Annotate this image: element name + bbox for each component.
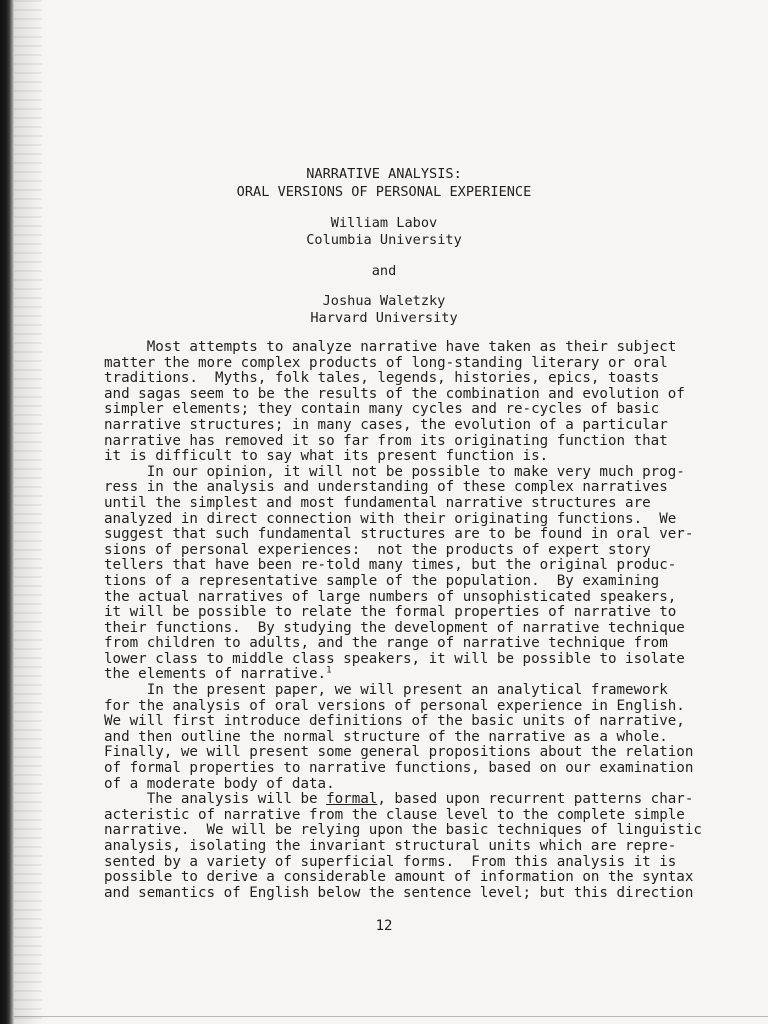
binding-edge [0, 0, 14, 1024]
text-line: and then outline the normal structure of the narrative as a whole. [104, 728, 668, 745]
text-line: for the analysis of oral versions of personal experience in English. [104, 697, 685, 714]
text-line: the actual narratives of large numbers of unsophisticated speakers, [104, 588, 677, 605]
text-line-with-emphasis [104, 792, 744, 808]
page-number: 12 [375, 918, 393, 934]
text-line: and sagas seem to be the results of the combination and evolution of [104, 385, 685, 402]
text-line: simpler elements; they contain many cycles and re-cycles of basic [104, 401, 660, 418]
text-line: acteristic of narrative from the clause level to the complete simple [104, 806, 685, 823]
text-line: possible to derive a considerable amount of information on the syntax [104, 869, 694, 886]
text-line: tions of a representative sample of the population. By examining [104, 572, 660, 589]
text-line: of formal properties to narrative functions, based on our examination [104, 760, 694, 777]
binding-shadow [14, 0, 42, 1024]
text-line: narrative. We will be relying upon the basic techniques of linguistic [104, 822, 702, 839]
author-conjunction: and [371, 263, 397, 279]
text-line: lower class to middle class speakers, it will be possible to isolate [104, 650, 685, 667]
text-line-with-footnote [104, 667, 744, 683]
text-line: Most attempts to analyze narrative have taken as their subject [104, 339, 677, 355]
title-line-1: NARRATIVE ANALYSIS: [306, 166, 462, 182]
author-2-affiliation: Harvard University [310, 310, 458, 326]
page-edge-line [14, 1016, 768, 1017]
text-line-tail: , based upon recurrent patterns char- [377, 791, 694, 808]
text-line: and semantics of English below the sentence level; but this direction [104, 884, 694, 901]
text-line: sions of personal experiences: not the products of expert story [104, 541, 651, 558]
text-line: analyzed in direct connection with their originating functions. We [104, 510, 677, 527]
text-line: sented by a variety of superficial forms. From this analysis it is [104, 853, 677, 870]
author-1-name: William Labov [330, 215, 438, 231]
text-line: analysis, isolating the invariant structural units which are repre- [104, 838, 677, 854]
text-line: Finally, we will present some general propositions about the relation [104, 744, 694, 761]
footnote-marker: 1 [326, 665, 332, 676]
text-line: We will first introduce definitions of the basic units of narrative, [104, 713, 685, 730]
text-line: of a moderate body of data. [104, 775, 335, 792]
text-line: tellers that have been re-told many times, but the original produc- [104, 557, 677, 574]
text-line: In the present paper, we will present an analytical framework [104, 682, 668, 699]
title-line-2: ORAL VERSIONS OF PERSONAL EXPERIENCE [236, 184, 532, 200]
text-line: narrative has removed it so far from its originating function that [104, 432, 668, 449]
text-line: ress in the analysis and understanding of these complex narratives [104, 479, 668, 496]
body-text [104, 340, 744, 901]
text-line: their functions. By studying the development of narrative technique [104, 619, 685, 636]
author-2-name: Joshua Waletzky [322, 293, 446, 309]
text-line: the elements of narrative. [104, 666, 327, 683]
text-line: it will be possible to relate the formal properties of narrative to [104, 604, 677, 621]
text-line: it is difficult to say what its present function is. [104, 448, 549, 465]
text-line: suggest that such fundamental structures are to be found in oral ver- [104, 526, 694, 543]
underlined-word: formal [326, 791, 378, 808]
text-line: The analysis will be [104, 791, 327, 808]
text-line: matter the more complex products of long-standing literary or oral [104, 354, 668, 371]
text-line: until the simplest and most fundamental narrative structures are [104, 494, 651, 511]
author-1-affiliation: Columbia University [306, 232, 462, 248]
text-line: from children to adults, and the range of narrative technique from [104, 635, 668, 652]
text-line: narrative structures; in many cases, the evolution of a particular [104, 416, 668, 433]
text-line: In our opinion, it will not be possible to make very much prog- [104, 463, 685, 480]
text-line: traditions. Myths, folk tales, legends, histories, epics, toasts [104, 370, 660, 387]
